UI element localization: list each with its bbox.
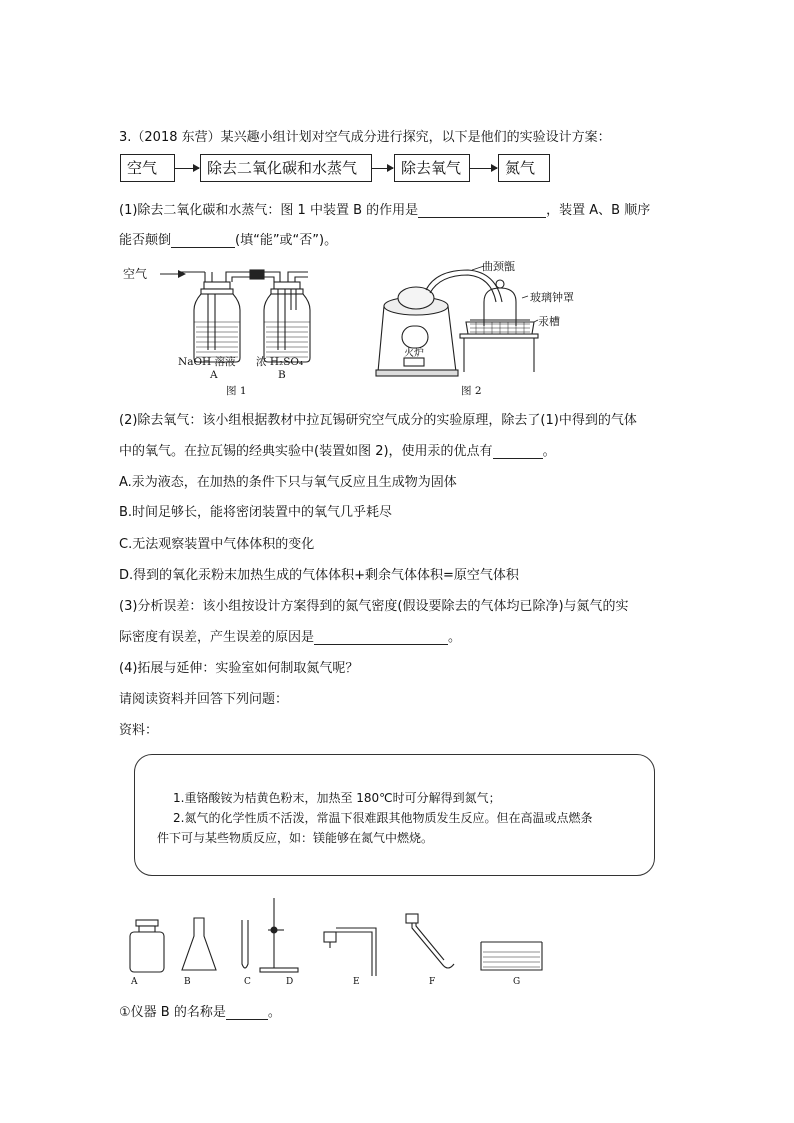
question-3-line-2 [119, 626, 461, 645]
sub-question-1 [119, 1001, 281, 1020]
question-1-line-2 [119, 229, 337, 248]
figure-2-bell-jar-label: 玻璃钟罩 [530, 291, 574, 304]
question-1-line-1 [119, 199, 650, 218]
figure-2-lavoisier-apparatus [376, 262, 546, 380]
figure-2-caption: 图 2 [461, 385, 482, 397]
read-instruction: 请阅读资料并回答下列问题： [119, 692, 289, 707]
question-3-line-1: (3)分析误差：该小组按设计方案得到的氮气密度(假设要除去的气体均已除净)与氮气的实 [119, 599, 629, 614]
material-line-1: 1.重铬酸铵为桔黄色粉末，加热至 180℃时可分解得到氮气； [173, 791, 501, 805]
flow-arrow-3 [470, 168, 497, 169]
question-2-line-2 [119, 440, 556, 459]
instrument-label-f: F [429, 977, 436, 987]
answer-blank-q1-device-b[interactable] [418, 203, 546, 218]
q3-text-b: 际密度有误差，产生误差的原因是 [119, 630, 315, 645]
sub1-text-b: 。 [267, 1005, 281, 1020]
flow-arrow-2 [372, 168, 393, 169]
flow-step-nitrogen: 氮气 [498, 154, 550, 182]
question-2-line-1: (2)除去氧气：该小组根据教材中拉瓦锡研究空气成分的实验原理，除去了(1)中得到的气体 [119, 413, 637, 428]
instrument-label-g: G [513, 977, 521, 987]
question-intro: 3.（2018 东营）某兴趣小组计划对空气成分进行探究，以下是他们的实验设计方案： [119, 130, 611, 145]
flow-step-remove-o2: 除去氧气 [394, 154, 470, 182]
instrument-label-b: B [184, 977, 191, 987]
option-d: D.得到的氧化汞粉末加热生成的气体体积+剩余气体体积=原空气体积 [119, 568, 519, 583]
option-b: B.时间足够长，能将密闭装置中的氧气几乎耗尽 [119, 505, 393, 520]
instrument-label-a: A [131, 977, 138, 987]
instrument-label-d: D [286, 977, 294, 987]
flow-step-air: 空气 [120, 154, 175, 182]
q1-text-d: (填“能”或“否”)。 [235, 233, 338, 248]
answer-blank-q3[interactable] [314, 630, 448, 645]
question-4: (4)拓展与延伸：实验室如何制取氮气呢？ [119, 661, 359, 676]
answer-blank-instrument-b[interactable] [226, 1005, 268, 1020]
q2-text-c: 。 [542, 444, 556, 459]
instrument-label-c: C [244, 977, 251, 987]
flow-arrow-1 [175, 168, 199, 169]
figure-1-reagent-a: NaOH 溶液 [178, 356, 236, 368]
answer-blank-q2[interactable] [493, 444, 543, 459]
material-title: 资料： [119, 723, 159, 738]
figure-2-retort-label: 曲颈甑 [482, 260, 515, 273]
figure-2-furnace-label: 火炉 [404, 348, 424, 359]
instruments-figure [124, 892, 554, 976]
flow-step-remove-co2-h2o: 除去二氧化碳和水蒸气 [200, 154, 372, 182]
material-line-2: 2.氮气的化学性质不活泼，常温下很难跟其他物质发生反应。但在高温或点燃条 [173, 811, 593, 825]
instrument-label-e: E [353, 977, 360, 987]
option-a: A.汞为液态，在加热的条件下只与氧气反应且生成物为固体 [119, 475, 457, 490]
option-c: C.无法观察装置中气体体积的变化 [119, 537, 315, 552]
q1-text-a: (1)除去二氧化碳和水蒸气：图 1 中装置 B 的作用是 [119, 203, 419, 218]
figure-1-air-arrow [160, 270, 188, 278]
answer-blank-q1-order[interactable] [171, 233, 235, 248]
sub1-text-a: ①仪器 B 的名称是 [119, 1005, 226, 1020]
figure-1-caption: 图 1 [226, 385, 247, 397]
q1-text-c: 能否颠倒 [119, 233, 172, 248]
figure-2-trough-label: 汞槽 [538, 315, 560, 328]
material-line-3: 件下可与某些物质反应，如：镁能够在氮气中燃烧。 [157, 831, 434, 845]
figure-1-air-label: 空气 [123, 267, 148, 281]
q1-text-b: ，装置 A、B 顺序 [546, 203, 651, 218]
q3-text-c: 。 [448, 630, 462, 645]
figure-1-reagent-b: 浓 H₂SO₄ [256, 356, 304, 368]
q2-text-b: 中的氧气。在拉瓦锡的经典实验中(装置如图 2)，使用汞的优点有 [119, 444, 493, 459]
figure-1-label-b: B [278, 369, 286, 381]
figure-1-label-a: A [210, 369, 218, 381]
